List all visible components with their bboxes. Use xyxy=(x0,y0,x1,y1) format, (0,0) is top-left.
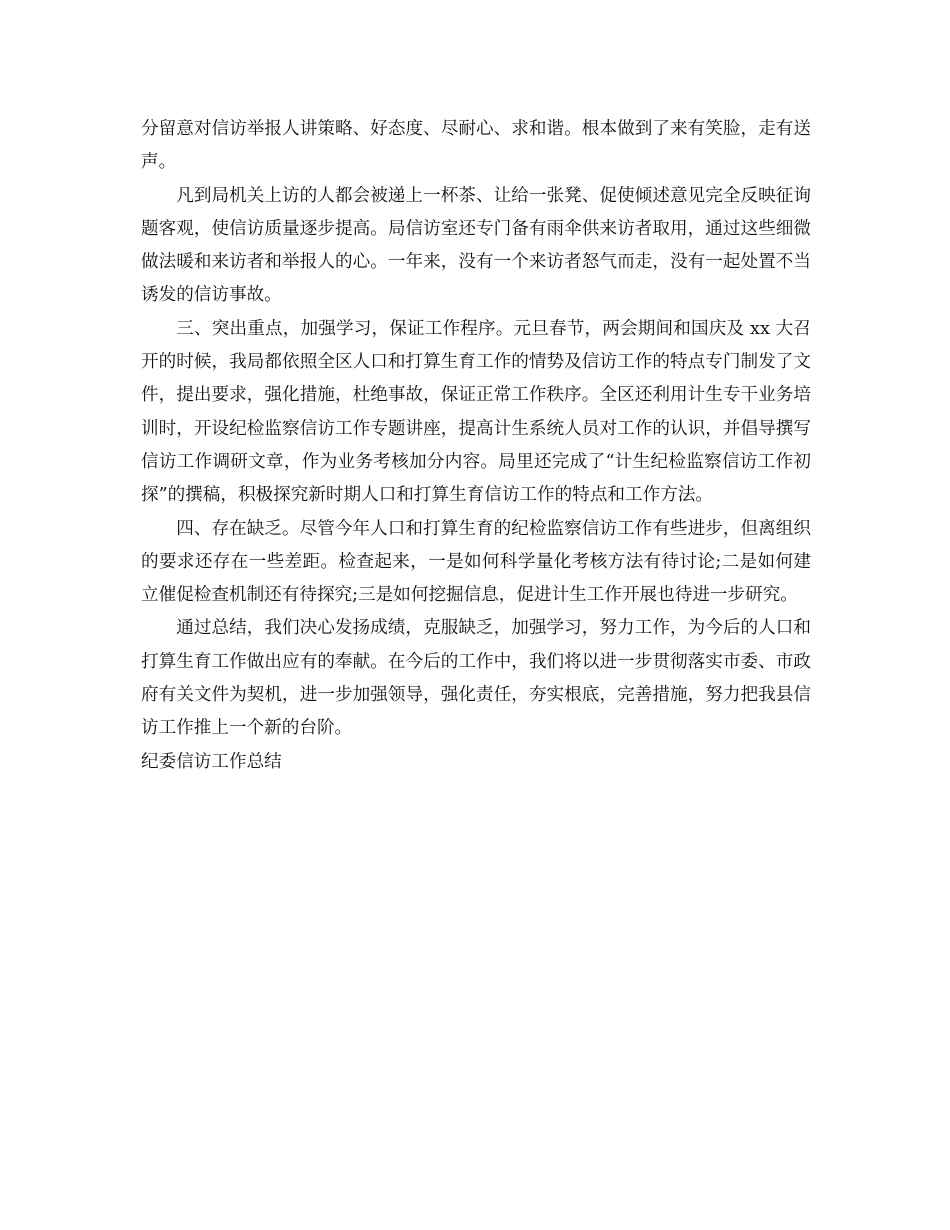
paragraph-5: 通过总结，我们决心发扬成绩，克服缺乏，加强学习，努力工作，为今后的人口和打算生育工作做出应有的奉献。在今后的工作中，我们将以进一步贯彻落实市委、市政府有关文件为契机，进一步加强领导，强化责任，夯实根底，完善措施，努力把我县信访工作推上一个新的台阶。 xyxy=(141,618,811,739)
paragraph-1: 分留意对信访举报人讲策略、好态度、尽耐心、求和谐。根本做到了来有笑脸，走有送声。 xyxy=(141,119,811,173)
paragraph-3: 三、突出重点，加强学习，保证工作程序。元旦春节，两会期间和国庆及 xx 大召开的时候，我局都依照全区人口和打算生育工作的情势及信访工作的特点专门制发了文件，提出要求，强化措施，杜绝事故，保证正常工作秩序。全区还利用计生专干业务培训时，开设纪检监察信访工作专题讲座，提高计生系统人员对工作的认识，并倡导撰写信访工作调研文章，作为业务考核加分内容。局里还完成了“计生纪检监察信访工作初探”的撰稿，积极探究新时期人口和打算生育信访工作的特点和工作方法。 xyxy=(141,318,811,506)
document-body xyxy=(141,113,811,779)
paragraph-2: 凡到局机关上访的人都会被递上一杯茶、让给一张凳、促使倾述意见完全反映征询题客观，使信访质量逐步提高。局信访室还专门备有雨伞供来访者取用，通过这些细微做法暖和来访者和举报人的心。一年来，没有一个来访者怒气而走，没有一起处置不当诱发的信访事故。 xyxy=(141,185,811,306)
closing-title: 纪委信访工作总结 xyxy=(141,751,282,772)
paragraph-4: 四、存在缺乏。尽管今年人口和打算生育的纪检监察信访工作有些进步，但离组织的要求还存在一些差距。检查起来，一是如何科学量化考核方法有待讨论;二是如何建立催促检查机制还有待探究;三是如何挖掘信息，促进计生工作开展也待进一步研究。 xyxy=(141,518,811,606)
